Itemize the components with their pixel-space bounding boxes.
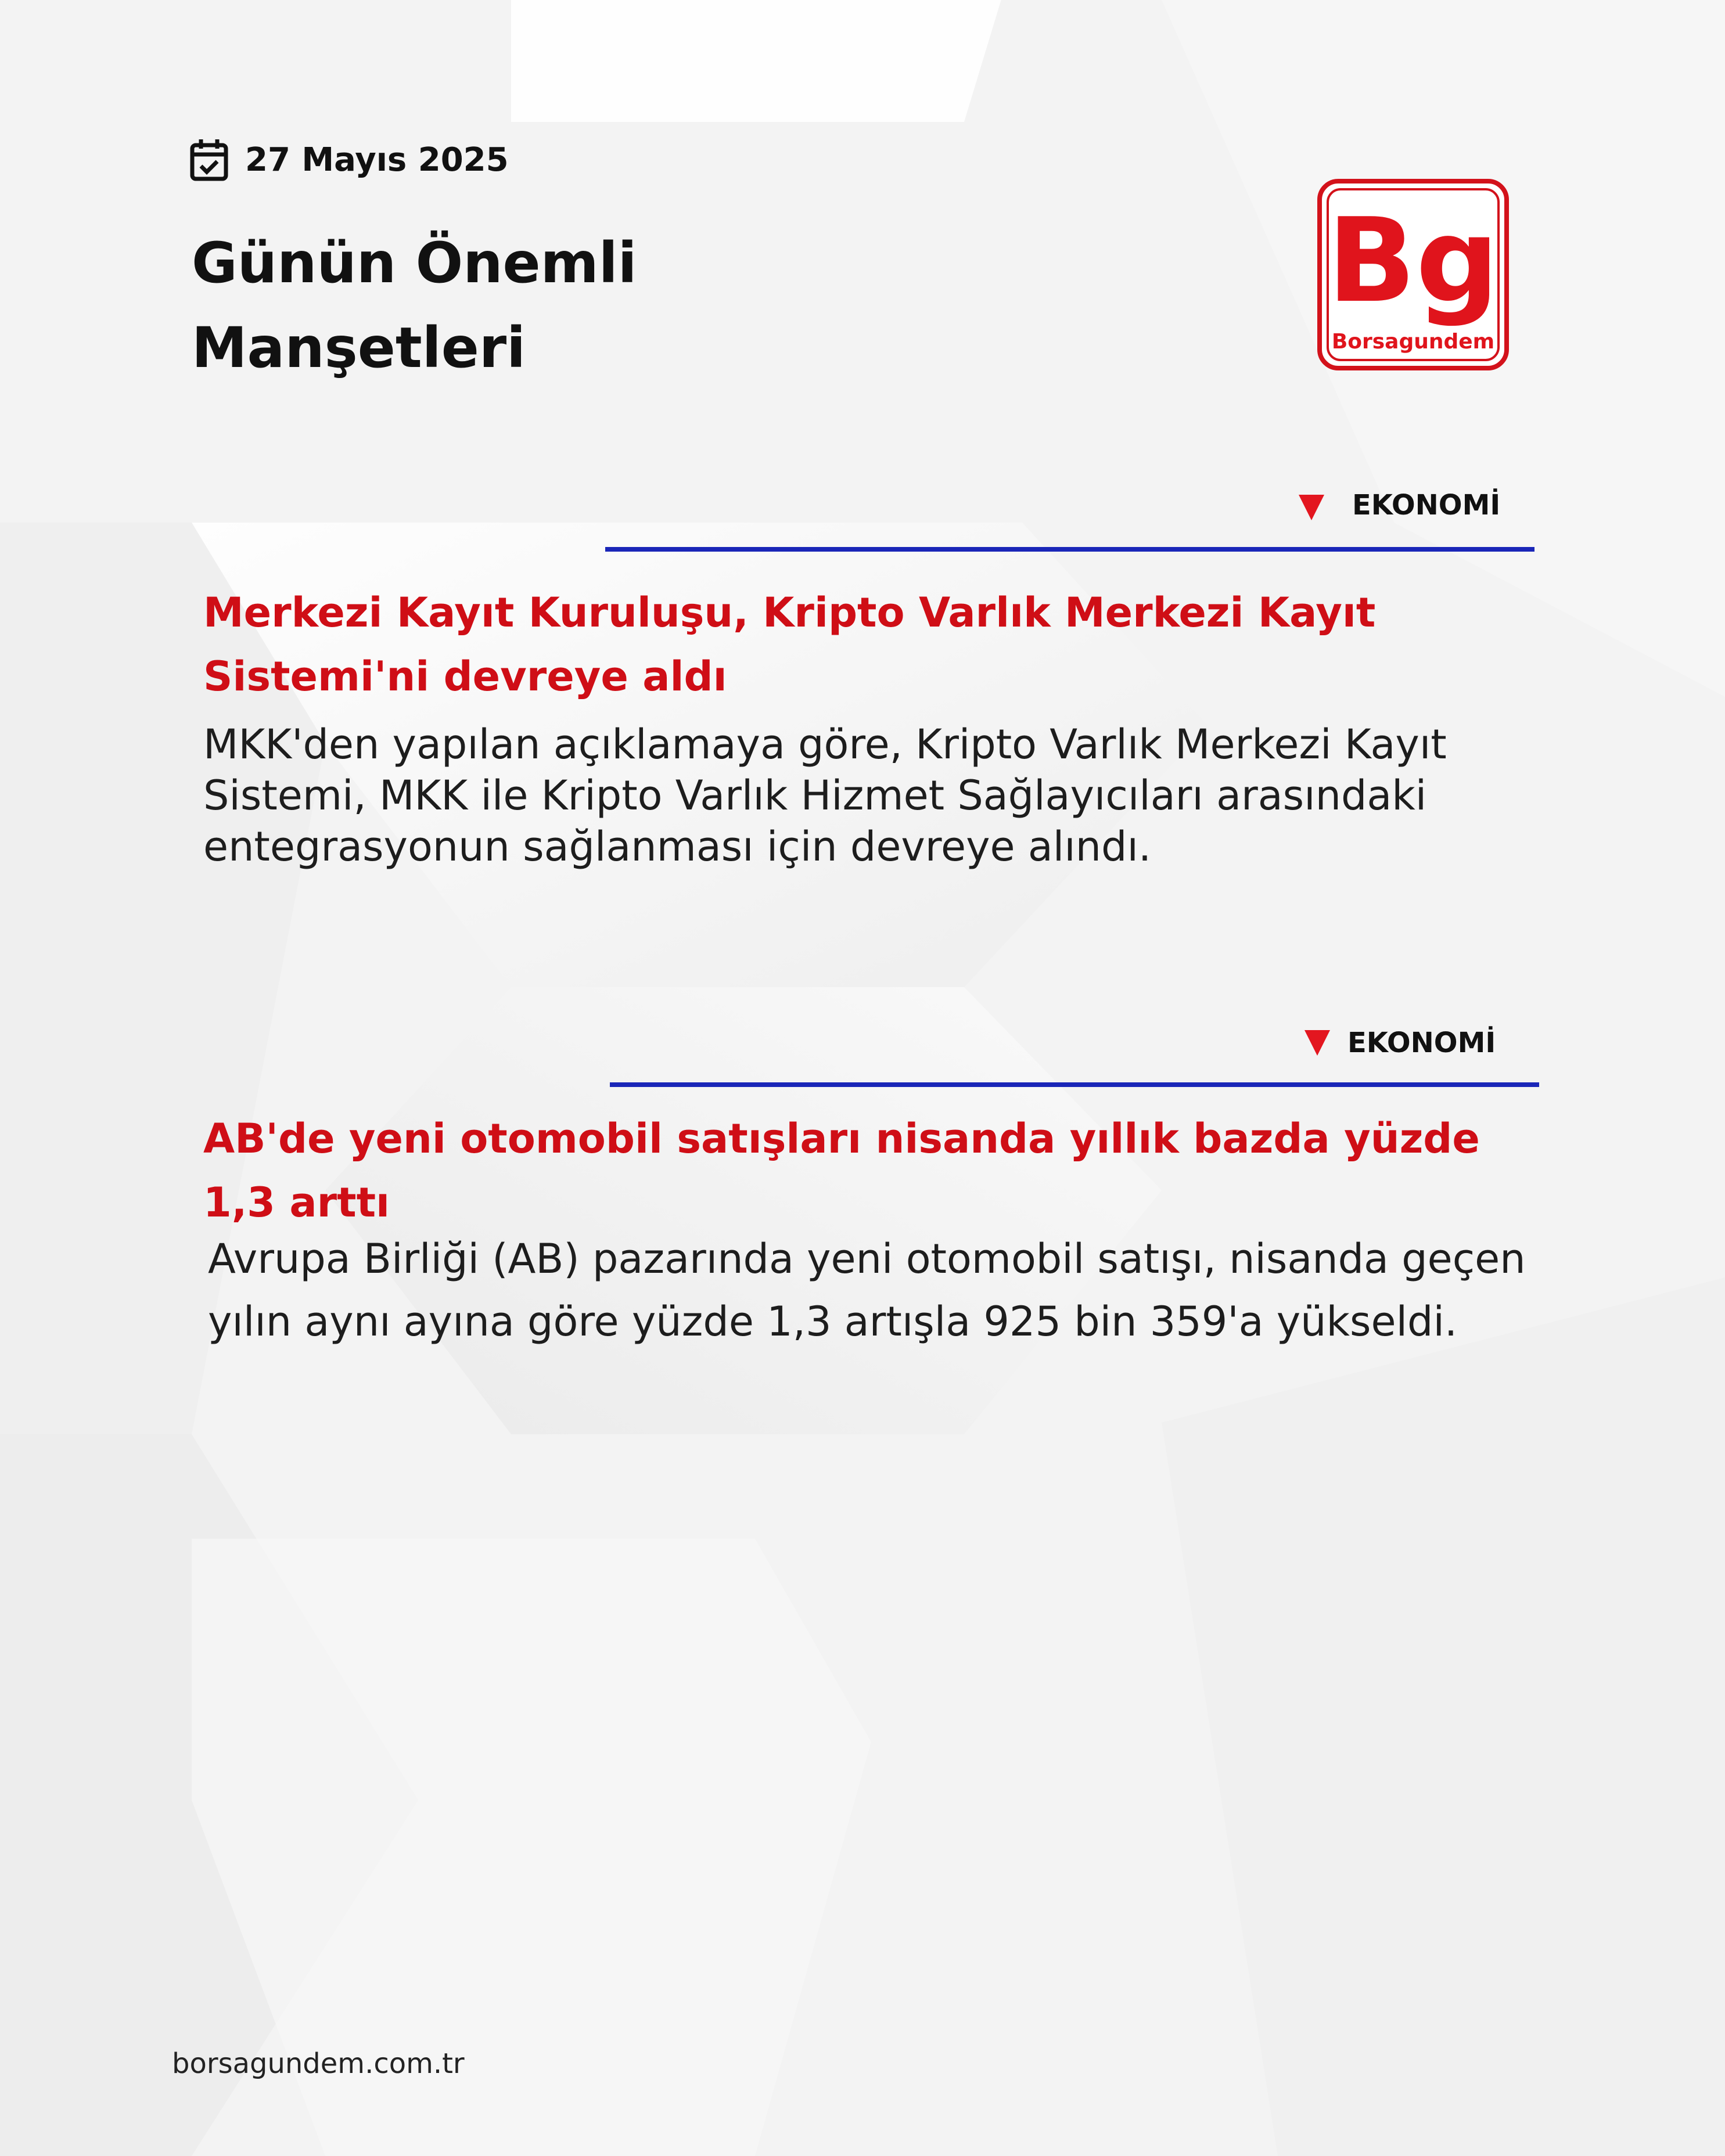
page-title [192,221,714,390]
triangle-down-icon [1304,1030,1330,1056]
news-2-headline[interactable]: AB'de yeni otomobil satışları nisanda yıllık bazda yüzde 1,3 arttı [203,1115,1480,1226]
news-1-divider [605,547,1534,552]
footer-url[interactable]: borsagundem.com.tr [172,2047,465,2080]
calendar-check-icon [189,138,229,182]
page-title-line-1: Günün Önemli [192,231,637,296]
triangle-down-icon [1299,495,1324,520]
logo-mark: Bg [1327,193,1499,329]
logo-brand: Borsagundem [1331,330,1495,354]
page-title-line-2: Manşetleri [192,315,526,380]
news-2-category: EKONOMİ [1347,1027,1496,1059]
borsagundem-logo [1317,179,1509,370]
news-1-headline[interactable]: Merkezi Kayıt Kuruluşu, Kripto Varlık Merkezi Kayıt Sistemi'ni devreye aldı [203,589,1376,700]
news-1-summary: MKK'den yapılan açıklamaya göre, Kripto Varlık Merkezi Kayıt Sistemi, MKK ile Kripto Varlık Hizmet Sağlayıcıları arasındaki entegrasyonun sağlanması için devreye alındı. [203,721,1447,870]
news-1-category: EKONOMİ [1352,489,1501,521]
date-label: 27 Mayıs 2025 [245,141,509,179]
news-2-summary: Avrupa Birliği (AB) pazarında yeni otomobil satışı, nisanda geçen yılın aynı ayına göre yüzde 1,3 artışla 925 bin 359'a yükseldi. [208,1235,1526,1345]
news-2-divider [610,1082,1539,1087]
